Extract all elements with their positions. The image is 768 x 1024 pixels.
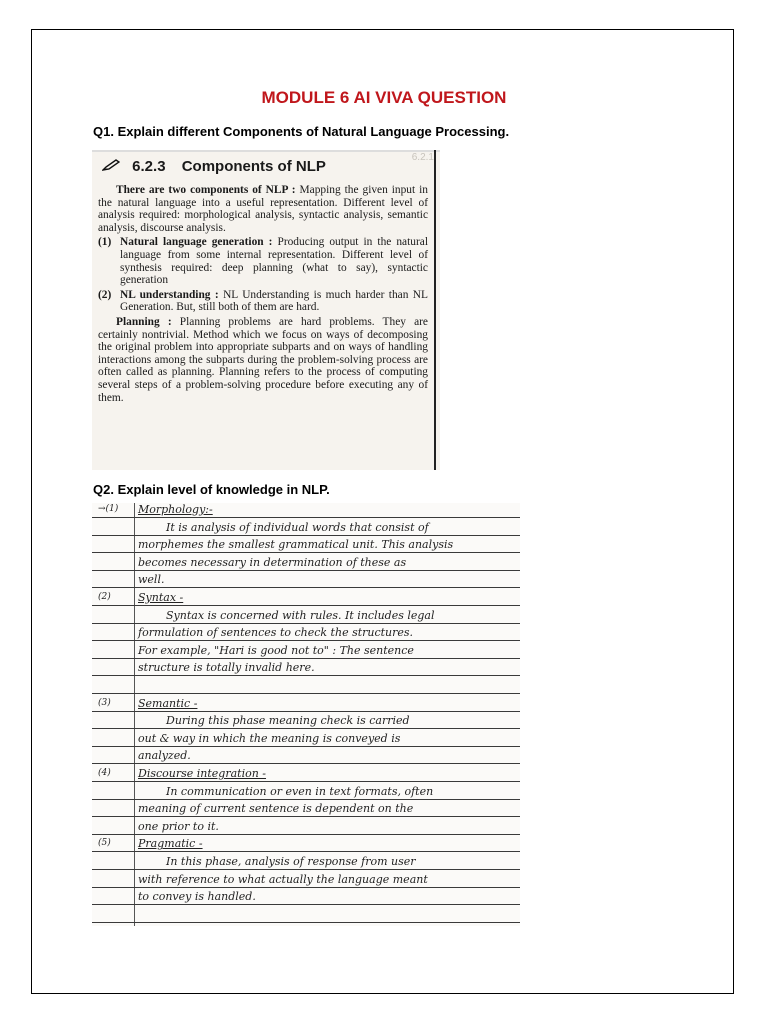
question-2: Q2. Explain level of knowledge in NLP. [93, 482, 330, 497]
ruled-line [92, 587, 520, 588]
scan-right-edge [434, 150, 436, 470]
note-line: formulation of sentences to check the structures. [138, 626, 414, 640]
planning-paragraph [98, 316, 428, 404]
question-1: Q1. Explain different Components of Natural Language Processing. [93, 124, 510, 139]
ruled-line [92, 834, 520, 835]
margin-line [134, 503, 135, 926]
section-heading [102, 158, 326, 175]
scan-top-edge [92, 150, 440, 152]
ruled-line [92, 746, 520, 747]
item-1-bold: Natural language generation : [120, 236, 273, 249]
page-title: MODULE 6 AI VIVA QUESTION [261, 88, 507, 107]
section-body [98, 184, 428, 406]
section-number: 6.2.3 [132, 158, 166, 175]
ruled-line [92, 781, 520, 782]
note-line: During this phase meaning check is carried [166, 714, 410, 728]
note-line: meaning of current sentence is dependent on the [138, 802, 414, 816]
note-line: out & way in which the meaning is conveyed is [138, 731, 401, 745]
item-2-bold: NL understanding : [120, 288, 219, 301]
note-line: with reference to what actually the language meant [138, 872, 428, 886]
planning-text: Planning problems are hard problems. They are certainly nontrivial. Method which we focus on ways of decomposing the original problem into appropriate subparts and on ways of handling interactions among the subparts during the problem-solving process are often called as planning. Planning refers to the process of computing several steps of a problem-solving procedure before executing any of them. [98, 315, 428, 404]
item-1 [98, 236, 428, 286]
intro-bold: There are two components of NLP : [116, 184, 296, 196]
ruled-line [92, 570, 520, 571]
bleed-through-text: 6.2.1 [411, 152, 434, 163]
note-line: becomes necessary in determination of these as [138, 555, 407, 569]
ruled-line [92, 711, 520, 712]
ruled-line [92, 869, 520, 870]
ruled-line [92, 904, 520, 905]
ruled-line [92, 922, 520, 923]
note-line: one prior to it. [138, 819, 219, 833]
ruled-line [92, 623, 520, 624]
ruled-line [92, 887, 520, 888]
note-heading: Discourse integration - [138, 767, 267, 780]
note-line: In this phase, analysis of response from user [166, 855, 416, 868]
note-heading: Pragmatic - [138, 837, 203, 851]
note-line: structure is totally invalid here. [138, 661, 315, 675]
note-line: It is analysis of individual words that consist of [166, 520, 429, 534]
ruled-line [92, 799, 520, 800]
note-number: (2) [98, 592, 111, 602]
item-2 [98, 289, 428, 314]
item-1-text: Producing output in the natural language from some internal representation. Different level of synthesis required: deep planning (what to say), syntactic generation [120, 236, 428, 287]
pencil-icon [102, 158, 120, 175]
ruled-line [92, 535, 520, 536]
planning-bold: Planning : [116, 315, 172, 328]
note-line: analyzed. [138, 749, 191, 763]
section-title: Components of NLP [181, 158, 326, 175]
note-number: (5) [98, 838, 111, 849]
ruled-line [92, 693, 520, 694]
ruled-line [92, 851, 520, 852]
note-line: Syntax is concerned with rules. It includes legal [166, 608, 435, 622]
note-number: →(1) [98, 504, 119, 514]
ruled-line [92, 728, 520, 729]
note-number: (4) [98, 768, 111, 778]
handwritten-notes-scan [92, 503, 520, 926]
ruled-line [92, 763, 520, 764]
item-2-text: NL Understanding is much harder than NL Generation. But, still both of them are hard. [120, 288, 428, 314]
item-2-number: (2) [98, 288, 112, 301]
note-line: morphemes the smallest grammatical unit. This analysis [138, 538, 454, 552]
ruled-line [92, 816, 520, 817]
ruled-line [92, 605, 520, 606]
ruled-line [92, 640, 520, 641]
intro-text: Mapping the given input in the natural language into a useful representation. Different level of analysis required: morphological analysis, syntactic analysis, semantic analysis, discourse analysis. [98, 184, 428, 234]
ruled-line [92, 675, 520, 676]
note-heading: Morphology:- [138, 503, 213, 516]
item-1-number: (1) [98, 236, 112, 249]
note-heading: Syntax - [138, 591, 184, 604]
ruled-line [92, 552, 520, 553]
note-number: (3) [98, 697, 111, 708]
note-line: to convey is handled. [138, 890, 256, 904]
textbook-scan [92, 150, 440, 470]
note-line: In communication or even in text formats, often [166, 784, 434, 798]
ruled-line [92, 658, 520, 659]
ruled-line [92, 517, 520, 518]
intro-paragraph [98, 184, 428, 234]
note-line: well. [138, 573, 165, 587]
note-heading: Semantic - [138, 696, 198, 710]
note-line: For example, "Hari is good not to" : The sentence [138, 643, 414, 657]
